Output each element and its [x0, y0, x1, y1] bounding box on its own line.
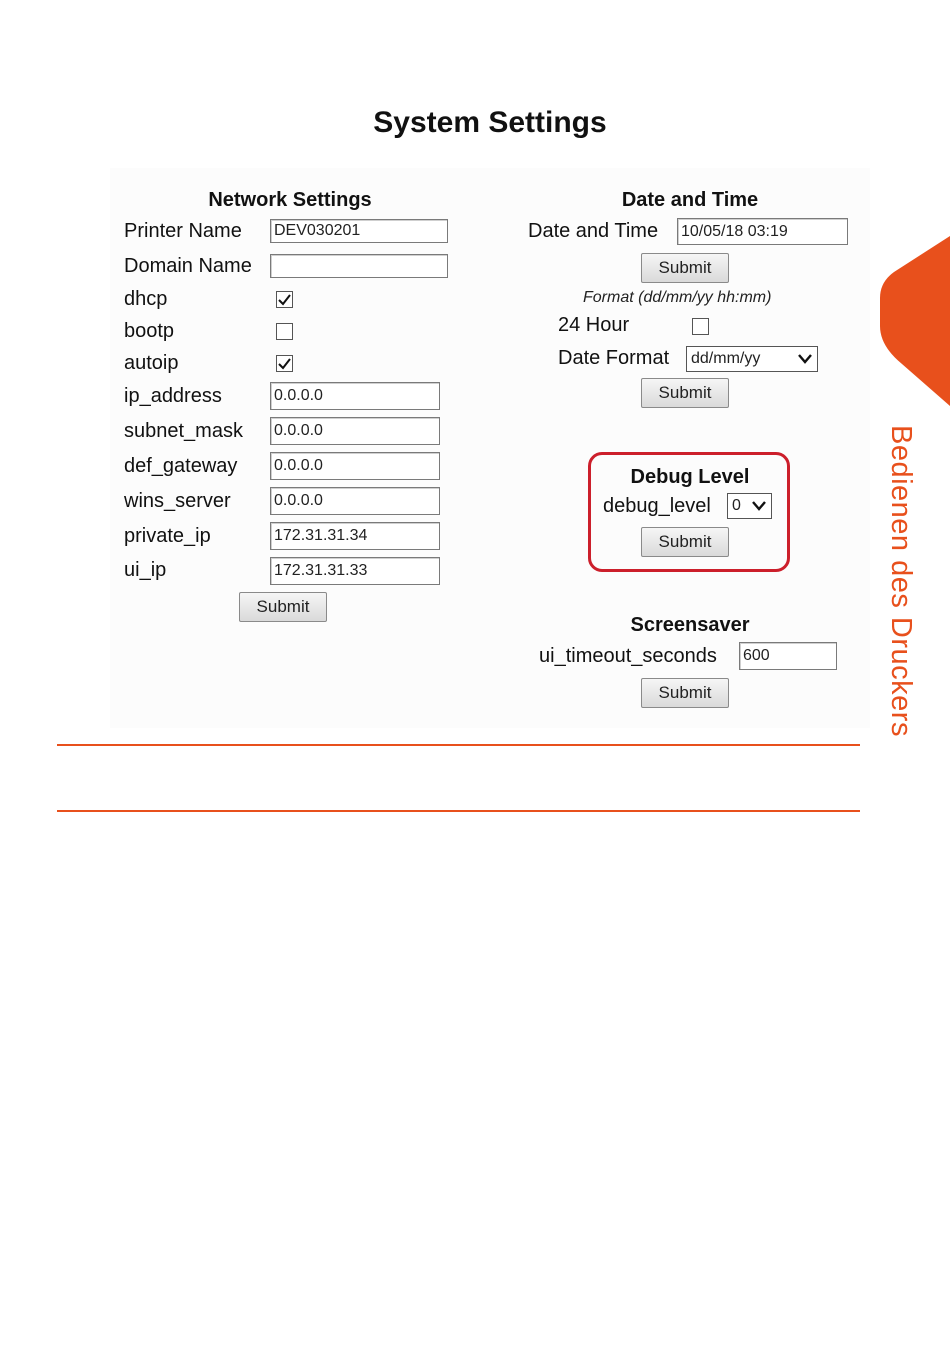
- date-format-value: dd/mm/yy: [691, 350, 761, 367]
- domain-name-label: Domain Name: [124, 255, 252, 277]
- network-submit-button[interactable]: Submit: [239, 592, 327, 622]
- subnet-mask-label: subnet_mask: [124, 420, 243, 442]
- dhcp-label: dhcp: [124, 288, 168, 310]
- ip-address-label: ip_address: [124, 385, 222, 407]
- date-time-submit-button[interactable]: Submit: [641, 253, 729, 283]
- ui-timeout-label: ui_timeout_seconds: [539, 645, 717, 667]
- date-and-time-input[interactable]: 10/05/18 03:19: [677, 218, 848, 245]
- private-ip-input[interactable]: 172.31.31.34: [270, 522, 440, 550]
- side-tab-marker: [880, 236, 950, 406]
- dhcp-checkbox[interactable]: [276, 291, 293, 308]
- chevron-down-icon: [751, 499, 767, 513]
- date-time-heading: Date and Time: [621, 189, 759, 211]
- screensaver-submit-button[interactable]: Submit: [641, 678, 729, 708]
- debug-level-select[interactable]: [727, 493, 772, 519]
- page-title: System Settings: [373, 106, 607, 139]
- 24-hour-checkbox[interactable]: [692, 318, 709, 335]
- debug-submit-button[interactable]: Submit: [641, 527, 729, 557]
- bootp-checkbox[interactable]: [276, 323, 293, 340]
- chevron-down-icon: [797, 352, 813, 366]
- ui-ip-label: ui_ip: [124, 559, 167, 581]
- date-format-label: Date Format: [558, 347, 670, 369]
- domain-name-input[interactable]: [270, 254, 448, 278]
- side-tab-label: Bedienen des Druckers: [885, 425, 917, 737]
- ip-address-input[interactable]: 0.0.0.0: [270, 382, 440, 410]
- debug-level-heading: Debug Level: [630, 466, 750, 488]
- debug-level-value: 0: [732, 497, 741, 514]
- printer-name-label: Printer Name: [124, 220, 242, 242]
- def-gateway-label: def_gateway: [124, 455, 238, 477]
- printer-name-input[interactable]: DEV030201: [270, 219, 448, 243]
- debug-level-label: debug_level: [603, 495, 711, 517]
- divider-bottom: [57, 810, 860, 812]
- autoip-label: autoip: [124, 352, 179, 374]
- network-settings-heading: Network Settings: [208, 189, 372, 211]
- autoip-checkbox[interactable]: [276, 355, 293, 372]
- ui-timeout-input[interactable]: 600: [739, 642, 837, 670]
- date-and-time-label: Date and Time: [528, 220, 659, 242]
- format-hint: Format (dd/mm/yy hh:mm): [583, 289, 772, 306]
- date-format-select[interactable]: [686, 346, 818, 372]
- def-gateway-input[interactable]: 0.0.0.0: [270, 452, 440, 480]
- checkmark-icon: [277, 356, 292, 371]
- checkmark-icon: [277, 292, 292, 307]
- 24-hour-label: 24 Hour: [558, 314, 630, 336]
- wins-server-input[interactable]: 0.0.0.0: [270, 487, 440, 515]
- screensaver-heading: Screensaver: [630, 614, 750, 636]
- wins-server-label: wins_server: [124, 490, 231, 512]
- date-format-submit-button[interactable]: Submit: [641, 378, 729, 408]
- private-ip-label: private_ip: [124, 525, 211, 547]
- ui-ip-input[interactable]: 172.31.31.33: [270, 557, 440, 585]
- subnet-mask-input[interactable]: 0.0.0.0: [270, 417, 440, 445]
- bootp-label: bootp: [124, 320, 175, 342]
- divider-top: [57, 744, 860, 746]
